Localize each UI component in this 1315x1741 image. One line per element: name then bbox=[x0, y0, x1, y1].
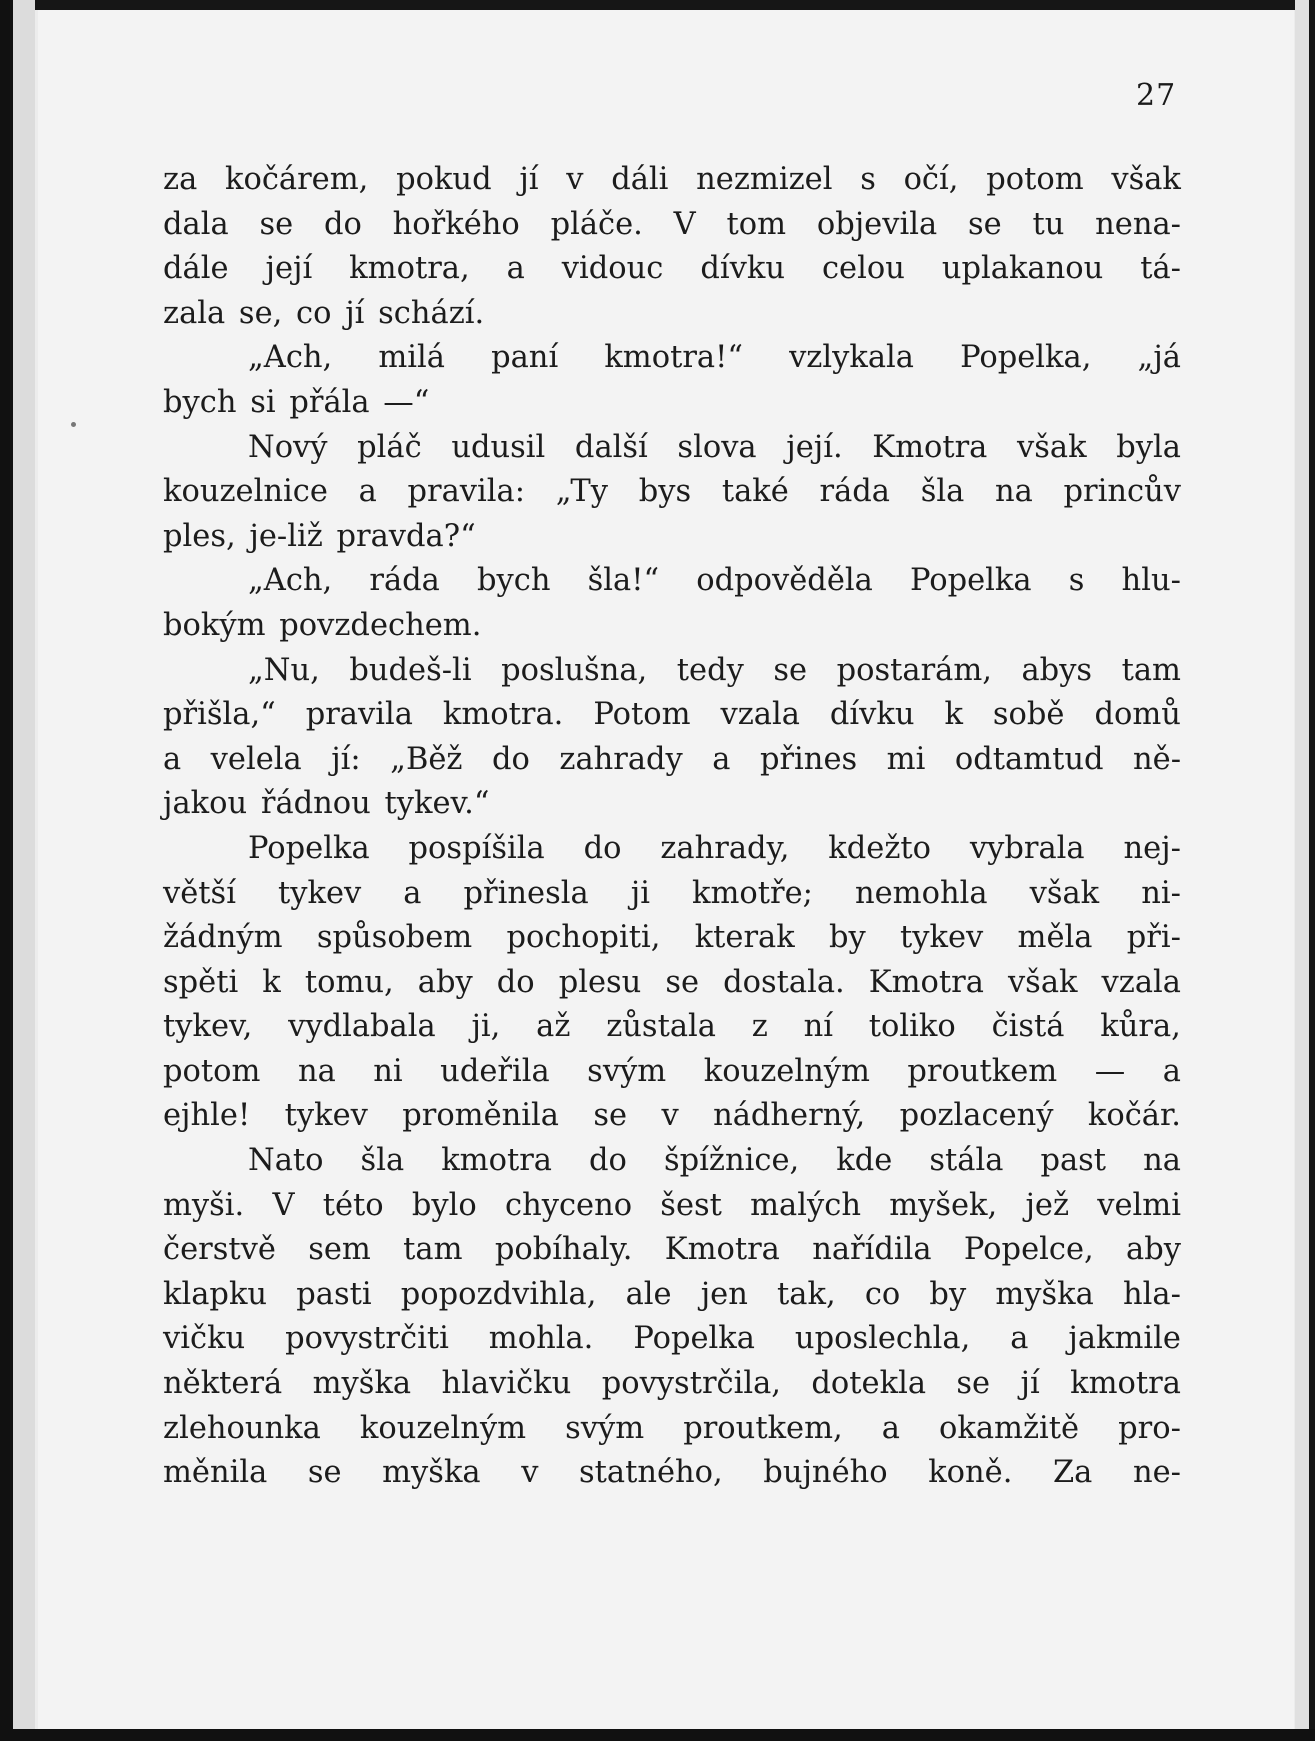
word: ni bbox=[373, 1053, 403, 1089]
word: by bbox=[829, 920, 866, 956]
word: koně. bbox=[928, 1455, 1013, 1491]
word: tykev bbox=[900, 920, 984, 956]
word: nej- bbox=[1123, 830, 1181, 866]
word: s bbox=[860, 162, 876, 197]
text-line bbox=[163, 426, 1181, 471]
word: velela bbox=[210, 741, 302, 777]
word: kouzelným bbox=[359, 1410, 527, 1446]
word: aby bbox=[417, 964, 473, 1000]
word: přines bbox=[759, 741, 858, 777]
word: do bbox=[492, 741, 530, 777]
word: za bbox=[163, 162, 198, 197]
word: „Ty bbox=[555, 474, 608, 510]
word: myšek, bbox=[889, 1187, 998, 1223]
word: domů bbox=[1094, 697, 1181, 733]
word: k bbox=[262, 964, 281, 1000]
word: uposlechla, bbox=[794, 1321, 971, 1357]
word: k bbox=[944, 697, 963, 733]
word: však bbox=[1017, 429, 1087, 465]
word: přála bbox=[289, 384, 370, 420]
word: šla bbox=[360, 1143, 405, 1179]
word: tykev.“ bbox=[384, 786, 490, 822]
word: slova bbox=[677, 429, 757, 465]
word: ale bbox=[625, 1276, 672, 1312]
word: s bbox=[1068, 563, 1085, 599]
word: udusil bbox=[451, 429, 546, 465]
word: paní bbox=[491, 340, 559, 376]
word: ráda bbox=[819, 474, 890, 510]
word: myška bbox=[995, 1276, 1094, 1312]
word: jí bbox=[519, 162, 539, 197]
word: „já bbox=[1137, 340, 1181, 376]
word: na bbox=[994, 474, 1033, 510]
word: tu bbox=[1032, 206, 1065, 242]
word: V bbox=[673, 206, 696, 242]
word: statného, bbox=[578, 1455, 723, 1491]
word: svým bbox=[587, 1053, 667, 1089]
word: myška bbox=[382, 1455, 481, 1491]
text-line bbox=[163, 203, 1181, 248]
word: kdežto bbox=[828, 830, 932, 866]
word: v bbox=[566, 162, 584, 197]
word: Potom bbox=[593, 697, 691, 733]
word: hlavičku bbox=[441, 1366, 572, 1402]
word: kmotra!“ bbox=[604, 340, 743, 376]
word: tam bbox=[1121, 652, 1181, 688]
word: na bbox=[1143, 1143, 1181, 1179]
word: proutkem bbox=[907, 1053, 1058, 1089]
scan-gutter bbox=[13, 0, 35, 1741]
word: čerstvě bbox=[163, 1232, 276, 1268]
word: kouzelnice bbox=[163, 474, 328, 510]
word: Za bbox=[1052, 1455, 1093, 1491]
word: z bbox=[751, 1009, 768, 1045]
word: abys bbox=[1021, 652, 1093, 688]
word: tykev bbox=[278, 875, 362, 911]
word: tam bbox=[403, 1232, 463, 1268]
word: Nový bbox=[248, 429, 328, 465]
word: jí: bbox=[331, 741, 361, 777]
word: nemohla bbox=[854, 875, 988, 911]
word: a bbox=[403, 875, 422, 911]
word: bys bbox=[638, 474, 692, 510]
word: dotekla bbox=[811, 1366, 927, 1402]
body-text bbox=[163, 158, 1181, 1496]
word: šla!“ bbox=[587, 563, 660, 599]
text-line bbox=[163, 693, 1181, 738]
word: Kmotra bbox=[872, 429, 988, 465]
word: Kmotra bbox=[868, 964, 984, 1000]
text-line bbox=[163, 470, 1181, 515]
word: vzala bbox=[720, 697, 800, 733]
word: bych bbox=[163, 384, 237, 420]
word: a bbox=[1162, 1053, 1181, 1089]
word: některá bbox=[163, 1366, 283, 1402]
word: kmotře; bbox=[692, 875, 813, 911]
word: spěti bbox=[163, 964, 239, 1000]
book-page bbox=[38, 10, 1294, 1729]
word: jen bbox=[700, 1276, 748, 1312]
word: vičku bbox=[163, 1321, 246, 1357]
word: dáli bbox=[611, 162, 669, 197]
text-line bbox=[163, 916, 1181, 961]
word: větší bbox=[163, 875, 236, 911]
word: dala bbox=[163, 206, 229, 242]
word: potom bbox=[986, 162, 1084, 197]
word: velmi bbox=[1097, 1187, 1181, 1223]
word: proměnila bbox=[402, 1098, 559, 1134]
word: dále bbox=[163, 251, 229, 287]
word: sobě bbox=[992, 697, 1065, 733]
word: odpověděla bbox=[696, 563, 873, 599]
word: tomu, bbox=[304, 964, 394, 1000]
word: hořkého bbox=[392, 206, 520, 242]
word: až bbox=[536, 1009, 571, 1045]
word: a bbox=[506, 251, 525, 287]
word: past bbox=[1040, 1143, 1107, 1179]
word: šla bbox=[920, 474, 965, 510]
word: povystrčiti bbox=[285, 1321, 449, 1357]
word: kmotra bbox=[441, 1143, 552, 1179]
word: ples, bbox=[163, 518, 236, 554]
word: milá bbox=[378, 340, 445, 376]
text-line bbox=[163, 604, 1181, 649]
text-line bbox=[163, 1407, 1181, 1452]
scan-border-top bbox=[35, 0, 1295, 10]
word: Popelka bbox=[633, 1321, 755, 1357]
word: v bbox=[521, 1455, 539, 1491]
text-line bbox=[163, 649, 1181, 694]
word: se bbox=[967, 206, 1002, 242]
word: zahrady bbox=[559, 741, 683, 777]
word: vzala bbox=[1101, 964, 1181, 1000]
word: co bbox=[296, 295, 332, 331]
text-line bbox=[163, 1050, 1181, 1095]
word: by bbox=[929, 1276, 967, 1312]
word: povystrčila, bbox=[601, 1366, 781, 1402]
word: „Nu, bbox=[248, 652, 320, 688]
word: kočárem, bbox=[224, 162, 369, 197]
word: plesu bbox=[558, 964, 642, 1000]
word: tedy bbox=[676, 652, 744, 688]
word: do bbox=[589, 1143, 627, 1179]
word: však bbox=[1111, 162, 1181, 197]
word: pokud bbox=[396, 162, 492, 197]
word: kočár. bbox=[1087, 1098, 1181, 1134]
word: pláče. bbox=[550, 206, 643, 242]
text-line bbox=[163, 1094, 1181, 1139]
word: hlu- bbox=[1121, 563, 1181, 599]
word: Nato bbox=[248, 1143, 324, 1179]
word: do bbox=[323, 206, 362, 242]
word: Popelka, bbox=[960, 340, 1092, 376]
word: špížnice, bbox=[663, 1143, 800, 1179]
word: spůsobem bbox=[316, 920, 473, 956]
word: „Ach, bbox=[248, 340, 333, 376]
word: postarám, bbox=[836, 652, 992, 688]
word: bych bbox=[477, 563, 551, 599]
word: dostala. bbox=[723, 964, 845, 1000]
text-line bbox=[163, 381, 1181, 426]
word: tykev bbox=[284, 1098, 368, 1134]
text-line bbox=[163, 559, 1181, 604]
word: také bbox=[721, 474, 789, 510]
word: očí, bbox=[903, 162, 959, 197]
word: schází. bbox=[378, 295, 485, 331]
word: chyceno bbox=[504, 1187, 633, 1223]
word: vydlabala bbox=[288, 1009, 436, 1045]
word: zůstala bbox=[606, 1009, 716, 1045]
word: ní bbox=[803, 1009, 834, 1045]
text-line bbox=[163, 292, 1181, 337]
word: tykev, bbox=[163, 1009, 253, 1045]
word: „Ach, bbox=[248, 563, 333, 599]
word: přišla,“ bbox=[163, 697, 276, 733]
word: Popelce, bbox=[963, 1232, 1094, 1268]
word: ne- bbox=[1132, 1455, 1181, 1491]
scan-gutter-right bbox=[1295, 0, 1309, 1741]
word: při- bbox=[1126, 920, 1181, 956]
word: jí bbox=[345, 295, 365, 331]
word: kůra, bbox=[1100, 1009, 1181, 1045]
word: hla- bbox=[1122, 1276, 1181, 1312]
word: pravila bbox=[305, 697, 413, 733]
word: stála bbox=[929, 1143, 1004, 1179]
word: mi bbox=[886, 741, 926, 777]
text-line bbox=[163, 1005, 1181, 1050]
text-line bbox=[163, 872, 1181, 917]
page-number: 27 bbox=[1136, 78, 1177, 113]
word: jakou bbox=[163, 786, 248, 822]
word: nařídila bbox=[812, 1232, 932, 1268]
word: nena- bbox=[1095, 206, 1181, 242]
word: se, bbox=[238, 295, 283, 331]
text-line bbox=[163, 738, 1181, 783]
word: bokým bbox=[163, 607, 266, 643]
word: Kmotra bbox=[664, 1232, 780, 1268]
word: této bbox=[322, 1187, 384, 1223]
word: V bbox=[272, 1187, 295, 1223]
word: do bbox=[583, 830, 622, 866]
word: pravda?“ bbox=[336, 518, 476, 554]
text-line bbox=[163, 1228, 1181, 1273]
word: svým bbox=[565, 1410, 645, 1446]
word: klapku bbox=[163, 1276, 268, 1312]
word: uplakanou bbox=[941, 251, 1104, 287]
word: pobíhaly. bbox=[494, 1232, 633, 1268]
word: budeš-li bbox=[349, 652, 472, 688]
word: udeřila bbox=[440, 1053, 550, 1089]
word: ji bbox=[630, 875, 650, 911]
word: však bbox=[1007, 964, 1078, 1000]
word: ejhle! bbox=[163, 1098, 251, 1134]
word: myši. bbox=[163, 1187, 245, 1223]
word: kmotra, bbox=[349, 251, 470, 287]
word: se bbox=[259, 206, 294, 242]
word: pro- bbox=[1118, 1410, 1181, 1446]
word: tak, bbox=[777, 1276, 836, 1312]
word: pasti bbox=[296, 1276, 372, 1312]
word: jí bbox=[1020, 1366, 1040, 1402]
text-line bbox=[163, 515, 1181, 560]
word: měla bbox=[1017, 920, 1093, 956]
word: tá- bbox=[1140, 251, 1181, 287]
text-line bbox=[163, 1273, 1181, 1318]
word: kterak bbox=[694, 920, 795, 956]
word: potom bbox=[163, 1053, 261, 1089]
word: celou bbox=[821, 251, 905, 287]
text-line bbox=[163, 961, 1181, 1006]
word: se bbox=[956, 1366, 991, 1402]
word: a bbox=[163, 741, 182, 777]
word: a bbox=[1010, 1321, 1029, 1357]
word: toliko bbox=[868, 1009, 956, 1045]
word: Popelka bbox=[909, 563, 1032, 599]
word: je-liž bbox=[249, 518, 323, 554]
word: ráda bbox=[369, 563, 440, 599]
word: ně- bbox=[1133, 741, 1181, 777]
text-line bbox=[163, 827, 1181, 872]
word: myška bbox=[312, 1366, 412, 1402]
word: okamžitě bbox=[939, 1410, 1080, 1446]
word: její. bbox=[786, 429, 843, 465]
word: malých bbox=[750, 1187, 861, 1223]
word: se bbox=[307, 1455, 342, 1491]
text-line bbox=[163, 336, 1181, 381]
text-line bbox=[163, 1362, 1181, 1407]
word: a bbox=[358, 474, 377, 510]
word: však bbox=[1029, 875, 1100, 911]
word: objevila bbox=[816, 206, 938, 242]
word: ji, bbox=[471, 1009, 501, 1045]
text-line bbox=[163, 158, 1181, 203]
word: vidouc bbox=[561, 251, 664, 287]
word: byla bbox=[1116, 429, 1181, 465]
word: kmotra. bbox=[442, 697, 564, 733]
word: poslušna, bbox=[501, 652, 648, 688]
word: kde bbox=[836, 1143, 893, 1179]
word: bujného bbox=[763, 1455, 888, 1491]
word: si bbox=[250, 384, 276, 420]
text-line bbox=[163, 1317, 1181, 1362]
word: tom bbox=[726, 206, 787, 242]
word: dívku bbox=[829, 697, 915, 733]
word: nezmizel bbox=[696, 162, 833, 197]
word: se bbox=[593, 1098, 628, 1134]
text-line bbox=[163, 247, 1181, 292]
word: odtamtud bbox=[954, 741, 1104, 777]
word: sem bbox=[308, 1232, 371, 1268]
word: se bbox=[665, 964, 700, 1000]
word: zala bbox=[163, 295, 226, 331]
word: její bbox=[265, 251, 313, 287]
word: do bbox=[496, 964, 535, 1000]
word: v bbox=[661, 1098, 679, 1134]
word: se bbox=[773, 652, 808, 688]
word: „Běž bbox=[390, 741, 463, 777]
word: jež bbox=[1025, 1187, 1070, 1223]
word: šest bbox=[660, 1187, 722, 1223]
word: princův bbox=[1063, 474, 1181, 510]
word: zlehounka bbox=[163, 1410, 321, 1446]
word: měnila bbox=[163, 1455, 268, 1491]
word: na bbox=[297, 1053, 336, 1089]
scan-speck bbox=[71, 422, 76, 427]
word: ni- bbox=[1141, 875, 1181, 911]
scan-border-bottom bbox=[0, 1729, 1315, 1741]
scan-border-right bbox=[1309, 0, 1315, 1741]
word: řádnou bbox=[260, 786, 371, 822]
word: kmotra bbox=[1070, 1366, 1181, 1402]
word: co bbox=[864, 1276, 901, 1312]
word: vybrala bbox=[969, 830, 1085, 866]
word: jakmile bbox=[1068, 1321, 1181, 1357]
word: vzlykala bbox=[789, 340, 914, 376]
word: —“ bbox=[383, 384, 430, 420]
word: nádherný, bbox=[713, 1098, 866, 1134]
word: proutkem, bbox=[683, 1410, 843, 1446]
word: bylo bbox=[411, 1187, 477, 1223]
scan-border-left bbox=[0, 0, 13, 1741]
word: mohla. bbox=[488, 1321, 594, 1357]
text-line bbox=[163, 1451, 1181, 1496]
text-line bbox=[163, 1184, 1181, 1229]
word: pospíšila bbox=[408, 830, 545, 866]
word: přinesla bbox=[463, 875, 589, 911]
word: čistá bbox=[991, 1009, 1065, 1045]
word: popozdvihla, bbox=[400, 1276, 597, 1312]
text-line bbox=[163, 1139, 1181, 1184]
word: další bbox=[574, 429, 648, 465]
word: povzdechem. bbox=[279, 607, 482, 643]
word: pravila: bbox=[407, 474, 525, 510]
word: pláč bbox=[357, 429, 422, 465]
word: pozlacený bbox=[899, 1098, 1054, 1134]
word: žádným bbox=[163, 920, 283, 956]
word: pochopiti, bbox=[506, 920, 661, 956]
word: — bbox=[1094, 1053, 1126, 1089]
word: a bbox=[712, 741, 731, 777]
word: dívku bbox=[700, 251, 785, 287]
word: a bbox=[881, 1410, 900, 1446]
word: zahrady, bbox=[660, 830, 790, 866]
word: kouzelným bbox=[703, 1053, 870, 1089]
word: aby bbox=[1126, 1232, 1181, 1268]
text-line bbox=[163, 782, 1181, 827]
word: Popelka bbox=[248, 830, 370, 866]
